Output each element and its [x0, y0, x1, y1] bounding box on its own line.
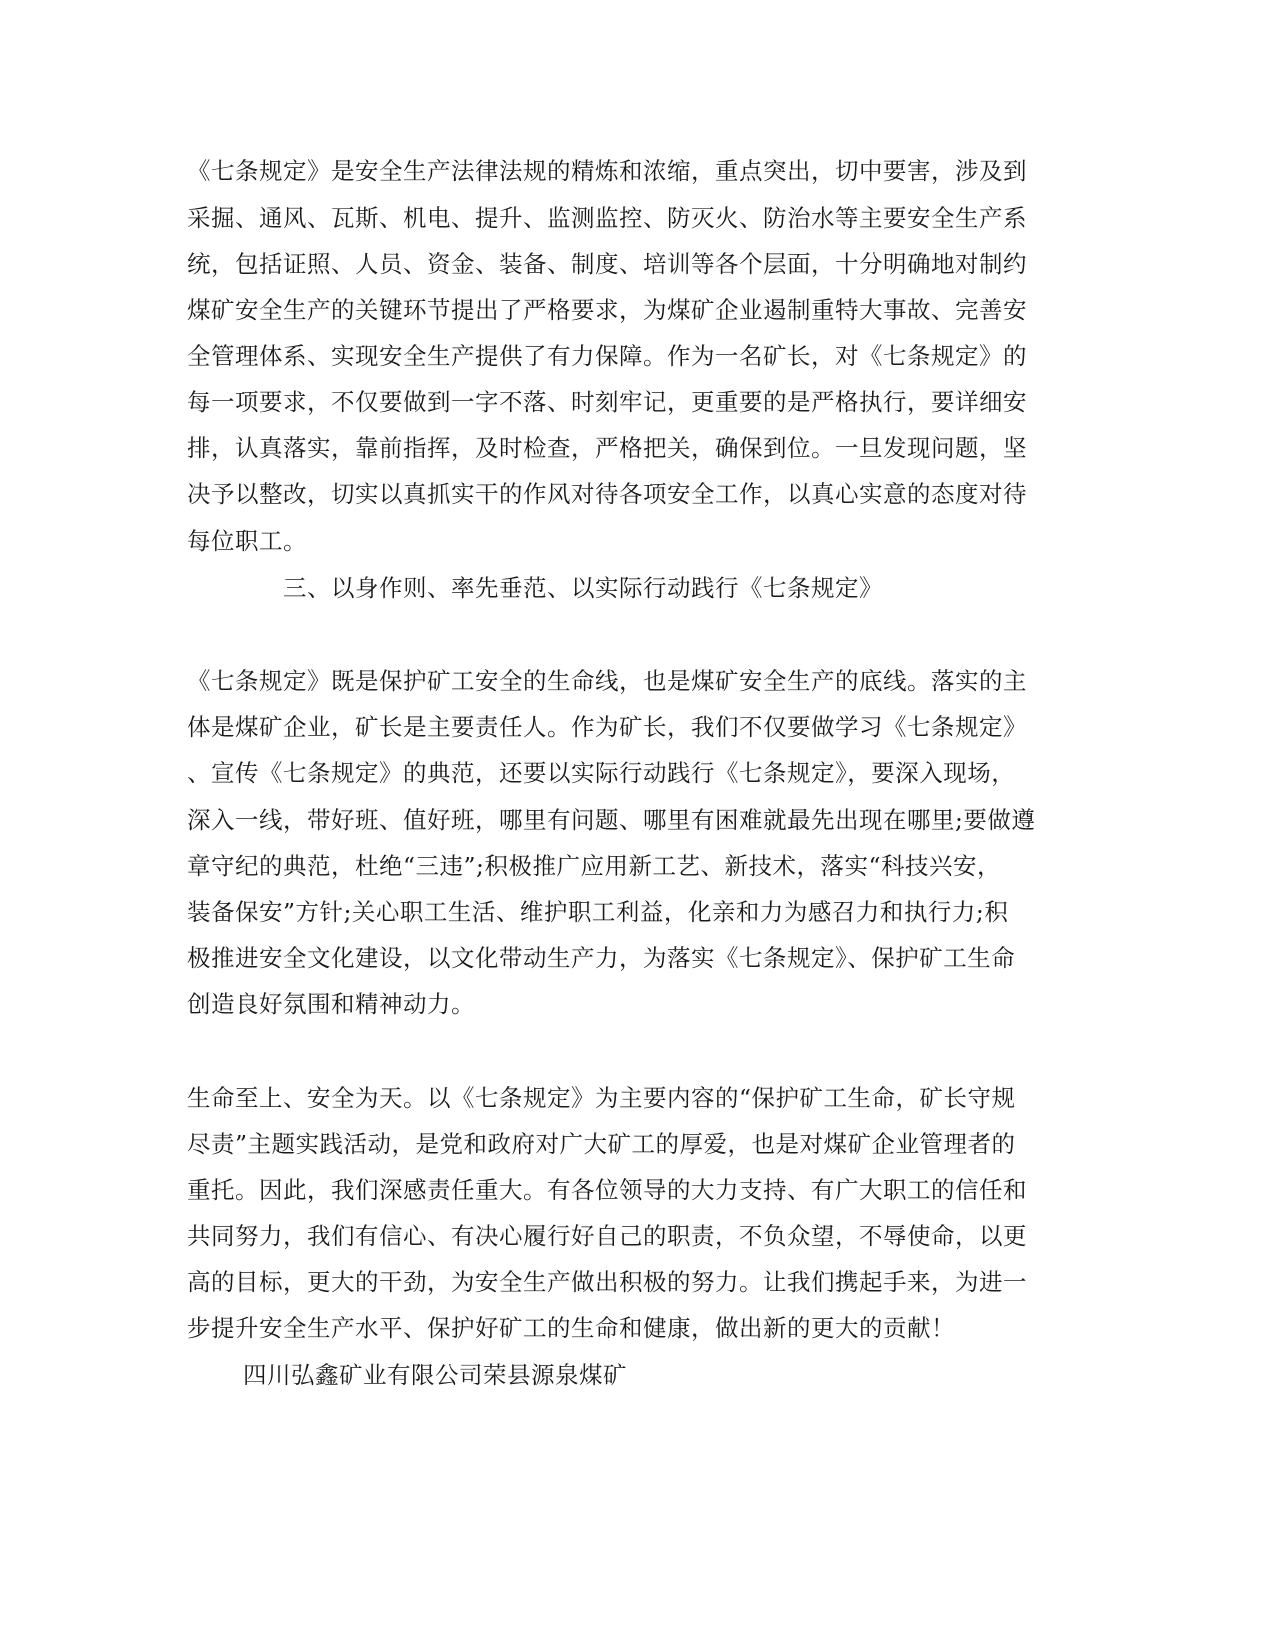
paragraph-line: 《七条规定》既是保护矿工安全的生命线，也是煤矿安全生产的底线。落实的主 [187, 667, 1027, 695]
paragraph-line: 排，认真落实，靠前指挥，及时检查，严格把关，确保到位。一旦发现问题，坚 [187, 434, 1027, 462]
signature: 四川弘鑫矿业有限公司荣县源泉煤矿 [243, 1361, 627, 1389]
paragraph-line: 步提升安全生产水平、保护好矿工的生命和健康，做出新的更大的贡献！ [187, 1314, 955, 1342]
section-heading: 三、以身作则、率先垂范、以实际行动践行《七条规定》 [283, 574, 883, 602]
paragraph-line: 高的目标，更大的干劲，为安全生产做出积极的努力。让我们携起手来，为进一 [187, 1268, 1027, 1296]
paragraph-line: 采掘、通风、瓦斯、机电、提升、监测监控、防灭火、防治水等主要安全生产系 [187, 204, 1027, 232]
paragraph-line: 共同努力，我们有信心、有决心履行好自己的职责，不负众望，不辱使命，以更 [187, 1222, 1027, 1250]
paragraph-line: 深入一线，带好班、值好班，哪里有问题、哪里有困难就最先出现在哪里;要做遵 [187, 806, 1036, 834]
paragraph-line: 创造良好氛围和精神动力。 [187, 990, 475, 1018]
paragraph-line: 体是煤矿企业，矿长是主要责任人。作为矿长，我们不仅要做学习《七条规定》 [187, 713, 1027, 741]
paragraph-line: 每位职工。 [187, 527, 307, 555]
paragraph-line: 、宣传《七条规定》的典范，还要以实际行动践行《七条规定》，要深入现场， [187, 759, 1016, 787]
paragraph-line: 《七条规定》是安全生产法律法规的精炼和浓缩，重点突出，切中要害，涉及到 [187, 157, 1027, 185]
paragraph-line: 每一项要求，不仅要做到一字不落、时刻牢记，更重要的是严格执行，要详细安 [187, 388, 1027, 416]
paragraph-line: 煤矿安全生产的关键环节提出了严格要求，为煤矿企业遏制重特大事故、完善安 [187, 296, 1027, 324]
paragraph-line: 极推进安全文化建设，以文化带动生产力，为落实《七条规定》、保护矿工生命 [187, 944, 1016, 972]
paragraph-line: 重托。因此，我们深感责任重大。有各位领导的大力支持、有广大职工的信任和 [187, 1176, 1027, 1204]
paragraph-line: 尽责”主题实践活动，是党和政府对广大矿工的厚爱，也是对煤矿企业管理者的 [187, 1130, 1016, 1158]
paragraph-line: 决予以整改，切实以真抓实干的作风对待各项安全工作，以真心实意的态度对待 [187, 480, 1027, 508]
paragraph-line: 章守纪的典范，杜绝“三违”;积极推广应用新工艺、新技术，落实“科技兴安， [187, 852, 1001, 880]
paragraph-line: 统，包括证照、人员、资金、装备、制度、培训等各个层面，十分明确地对制约 [187, 250, 1027, 278]
paragraph-line: 生命至上、安全为天。以《七条规定》为主要内容的“保护矿工生命，矿长守规 [187, 1084, 1016, 1112]
paragraph-line: 全管理体系、实现安全生产提供了有力保障。作为一名矿长，对《七条规定》的 [187, 342, 1027, 370]
paragraph-line: 装备保安”方针;关心职工生活、维护职工利益，化亲和力为感召力和执行力;积 [187, 898, 1009, 926]
